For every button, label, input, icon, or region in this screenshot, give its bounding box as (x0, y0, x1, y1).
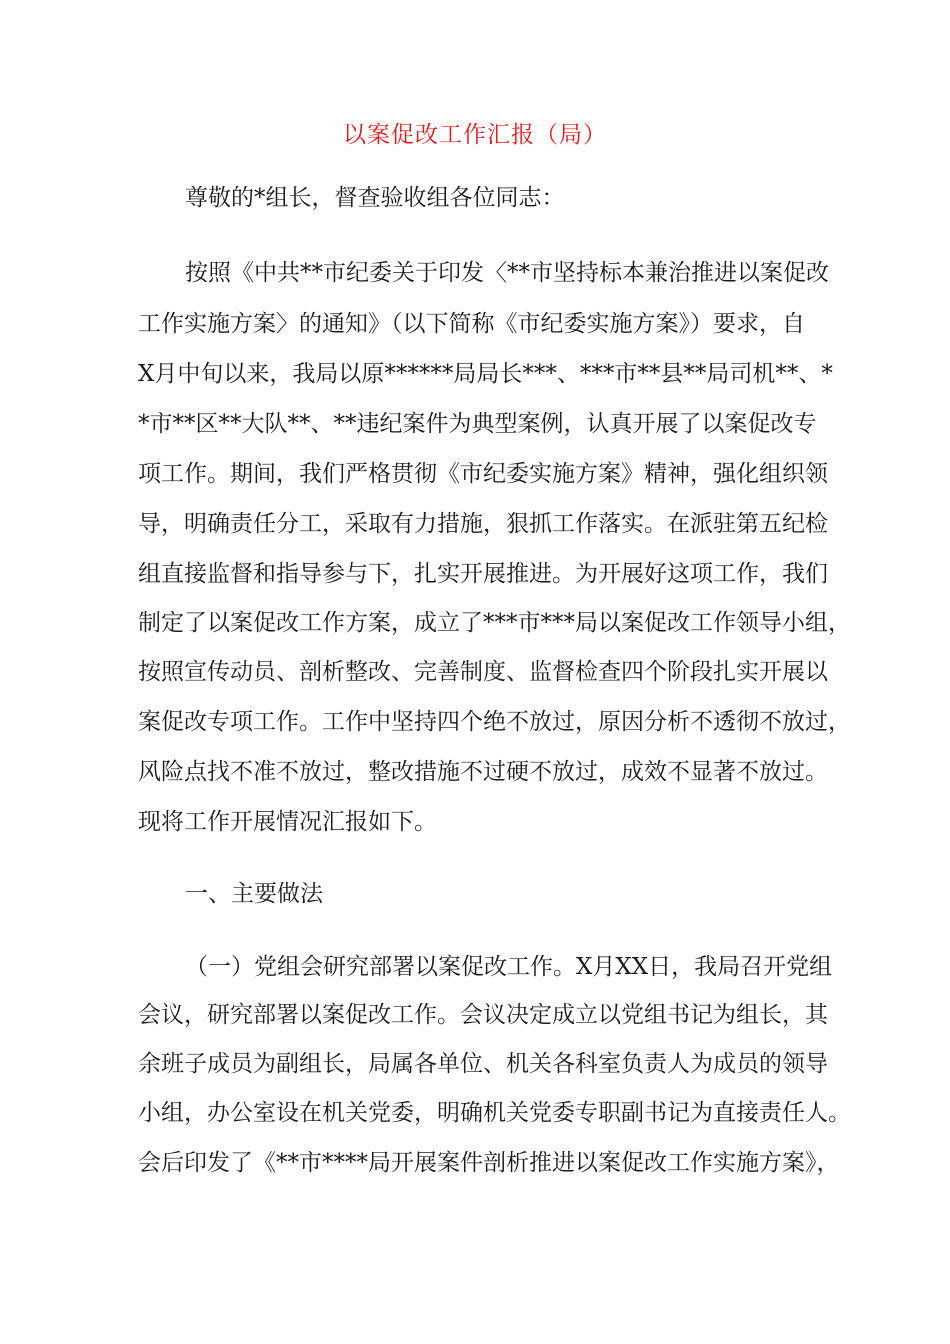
section-heading: 一、主要做法 (185, 881, 323, 907)
paragraph-line: 导，明确责任分工，采取有力措施，狠抓工作落实。在派驻第五纪检 (138, 511, 828, 537)
paragraph-line: *市**区**大队**、**违纪案件为典型案例，认真开展了以案促改专 (138, 411, 817, 437)
salutation: 尊敬的*组长，督查验收组各位同志： (185, 185, 565, 211)
paragraph-line: 组直接监督和指导参与下，扎实开展推进。为开展好这项工作，我们 (138, 561, 828, 587)
paragraph-line: 按照宣传动员、剖析整改、完善制度、监督检查四个阶段扎实开展以 (138, 659, 828, 685)
paragraph-line: X月中旬以来，我局以原******局局长***、***市**县**局司机**、* (138, 361, 833, 387)
document-title: 以案促改工作汇报（局） (343, 122, 607, 148)
paragraph-line: （一）党组会研究部署以案促改工作。X月XX日，我局召开党组 (185, 954, 833, 980)
paragraph-line: 会后印发了《**市****局开展案件剖析推进以案促改工作实施方案》， (138, 1150, 840, 1176)
paragraph-line: 会议，研究部署以案促改工作。会议决定成立以党组书记为组长，其 (138, 1002, 828, 1028)
paragraph-line: 余班子成员为副组长，局属各单位、机关各科室负责人为成员的领导 (138, 1051, 828, 1077)
paragraph-line: 现将工作开展情况汇报如下。 (138, 809, 437, 835)
paragraph-line: 小组，办公室设在机关党委，明确机关党委专职副书记为直接责任人。 (138, 1100, 851, 1126)
paragraph-line: 工作实施方案〉的通知》（以下简称《市纪委实施方案》）要求，自 (138, 311, 805, 337)
paragraph-line: 案促改专项工作。工作中坚持四个绝不放过，原因分析不透彻不放过， (138, 709, 851, 735)
paragraph-line: 项工作。期间，我们严格贯彻《市纪委实施方案》精神，强化组织领 (138, 461, 828, 487)
paragraph-line: 制定了以案促改工作方案，成立了***市***局以案促改工作领导小组， (138, 610, 851, 636)
paragraph-line: 按照《中共**市纪委关于印发〈**市坚持标本兼治推进以案促改 (185, 260, 829, 286)
paragraph-line: 风险点找不准不放过，整改措施不过硬不放过，成效不显著不放过。 (138, 759, 828, 785)
